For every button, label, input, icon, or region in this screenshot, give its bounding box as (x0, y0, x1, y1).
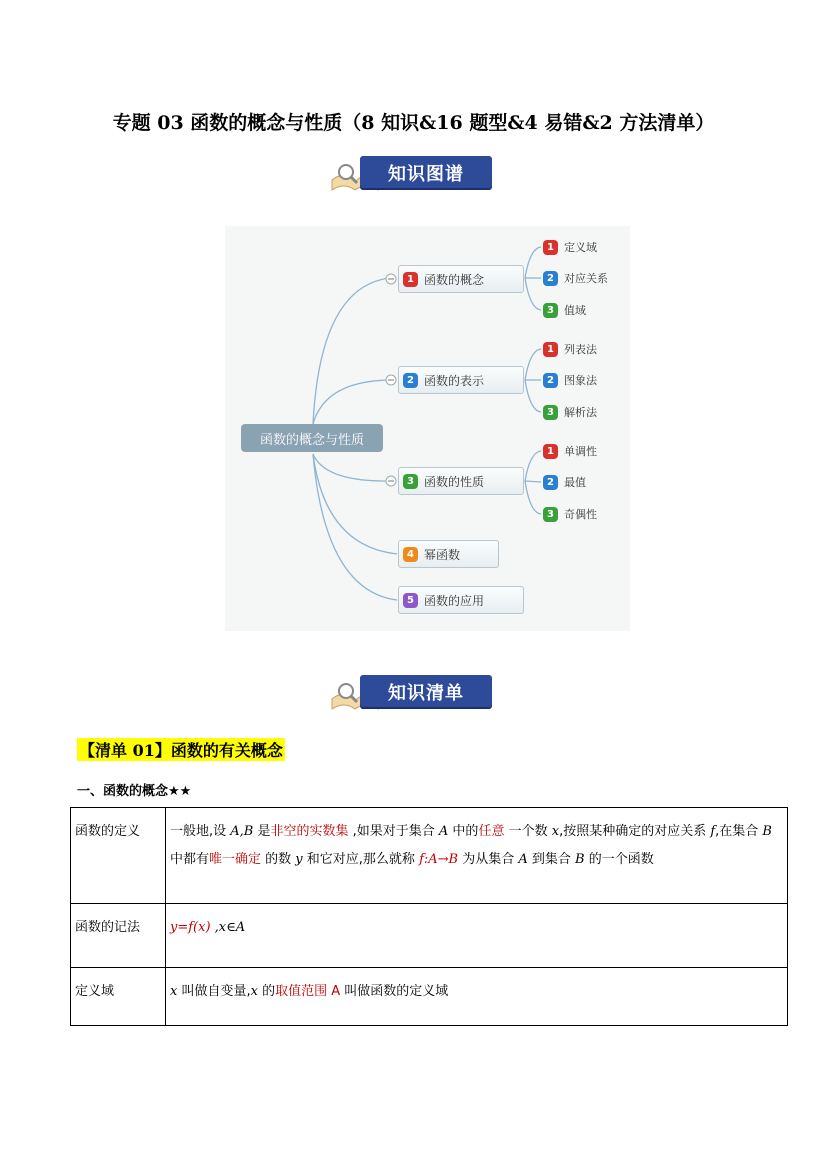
table-row (71, 808, 788, 904)
concept-table (70, 807, 788, 1026)
branch-label: 函数的性质 (424, 474, 485, 489)
knowledge-list-banner (330, 671, 495, 713)
number-badge-icon: 5 (403, 593, 418, 608)
banner-label: 知识清单 (388, 683, 464, 704)
branch-label: 函数的概念 (424, 272, 485, 287)
leaf-range (543, 302, 586, 318)
table-value: 一般地,设 A,B 是非空的实数集 ,如果对于集合 A 中的任意 一个数 x,按照某种确定的对应关系 f,在集合 B 中都有唯一确定 的数 y 和它对应,那么就称 f:A→B 为从集合 A 到集合 B 的一个函数 (166, 808, 788, 904)
branch-function-representation (398, 366, 524, 394)
leaf-label: 对应关系 (564, 272, 608, 285)
leaf-label: 图象法 (564, 374, 597, 387)
leaf-correspondence (543, 270, 608, 286)
table-row (71, 904, 788, 968)
branch-function-application (398, 586, 524, 614)
number-badge-icon: 1 (543, 444, 558, 459)
number-badge-icon: 3 (543, 303, 558, 318)
number-badge-icon: 3 (543, 405, 558, 420)
leaf-label: 奇偶性 (564, 508, 597, 521)
section-heading: 【清单 01】函数的有关概念 (77, 738, 285, 761)
number-badge-icon: 2 (543, 373, 558, 388)
leaf-analytic-method (543, 404, 597, 420)
knowledge-map-banner (330, 152, 495, 194)
leaf-label: 列表法 (564, 343, 597, 356)
number-badge-icon: 2 (543, 271, 558, 286)
number-badge-icon: 1 (543, 342, 558, 357)
table-value: x 叫做自变量,x 的取值范围 A 叫做函数的定义域 (166, 968, 788, 1026)
leaf-label: 值域 (564, 304, 586, 317)
branch-label: 幂函数 (424, 547, 461, 562)
number-badge-icon: 2 (543, 475, 558, 490)
table-key: 函数的定义 (71, 808, 166, 904)
page-title: 专题 03 函数的概念与性质（8 知识&16 题型&4 易错&2 方法清单） (112, 112, 715, 134)
number-badge-icon: 1 (403, 272, 418, 287)
leaf-table-method (543, 341, 597, 357)
leaf-monotonicity (543, 443, 597, 459)
number-badge-icon: 1 (543, 240, 558, 255)
table-key: 定义域 (71, 968, 166, 1026)
number-badge-icon: 2 (403, 373, 418, 388)
leaf-parity (543, 506, 597, 522)
subsection-heading: 一、函数的概念★★ (77, 784, 192, 799)
leaf-label: 最值 (564, 476, 586, 489)
branch-label: 函数的应用 (424, 593, 485, 608)
leaf-domain (543, 239, 597, 255)
table-key: 函数的记法 (71, 904, 166, 968)
number-badge-icon: 3 (403, 474, 418, 489)
leaf-label: 解析法 (564, 406, 597, 419)
table-row (71, 968, 788, 1026)
branch-label: 函数的表示 (424, 373, 485, 388)
table-value: y=f(x) ,x∈A (166, 904, 788, 968)
branch-function-concept (398, 265, 524, 293)
mind-map-root: 函数的概念与性质 (241, 424, 383, 452)
leaf-graph-method (543, 372, 597, 388)
leaf-label: 单调性 (564, 445, 597, 458)
banner-label: 知识图谱 (388, 164, 464, 185)
leaf-extremum (543, 474, 586, 490)
leaf-label: 定义域 (564, 241, 597, 254)
branch-function-properties (398, 467, 524, 495)
mind-map (225, 226, 630, 631)
branch-power-function (398, 540, 499, 568)
number-badge-icon: 3 (543, 507, 558, 522)
number-badge-icon: 4 (403, 547, 418, 562)
